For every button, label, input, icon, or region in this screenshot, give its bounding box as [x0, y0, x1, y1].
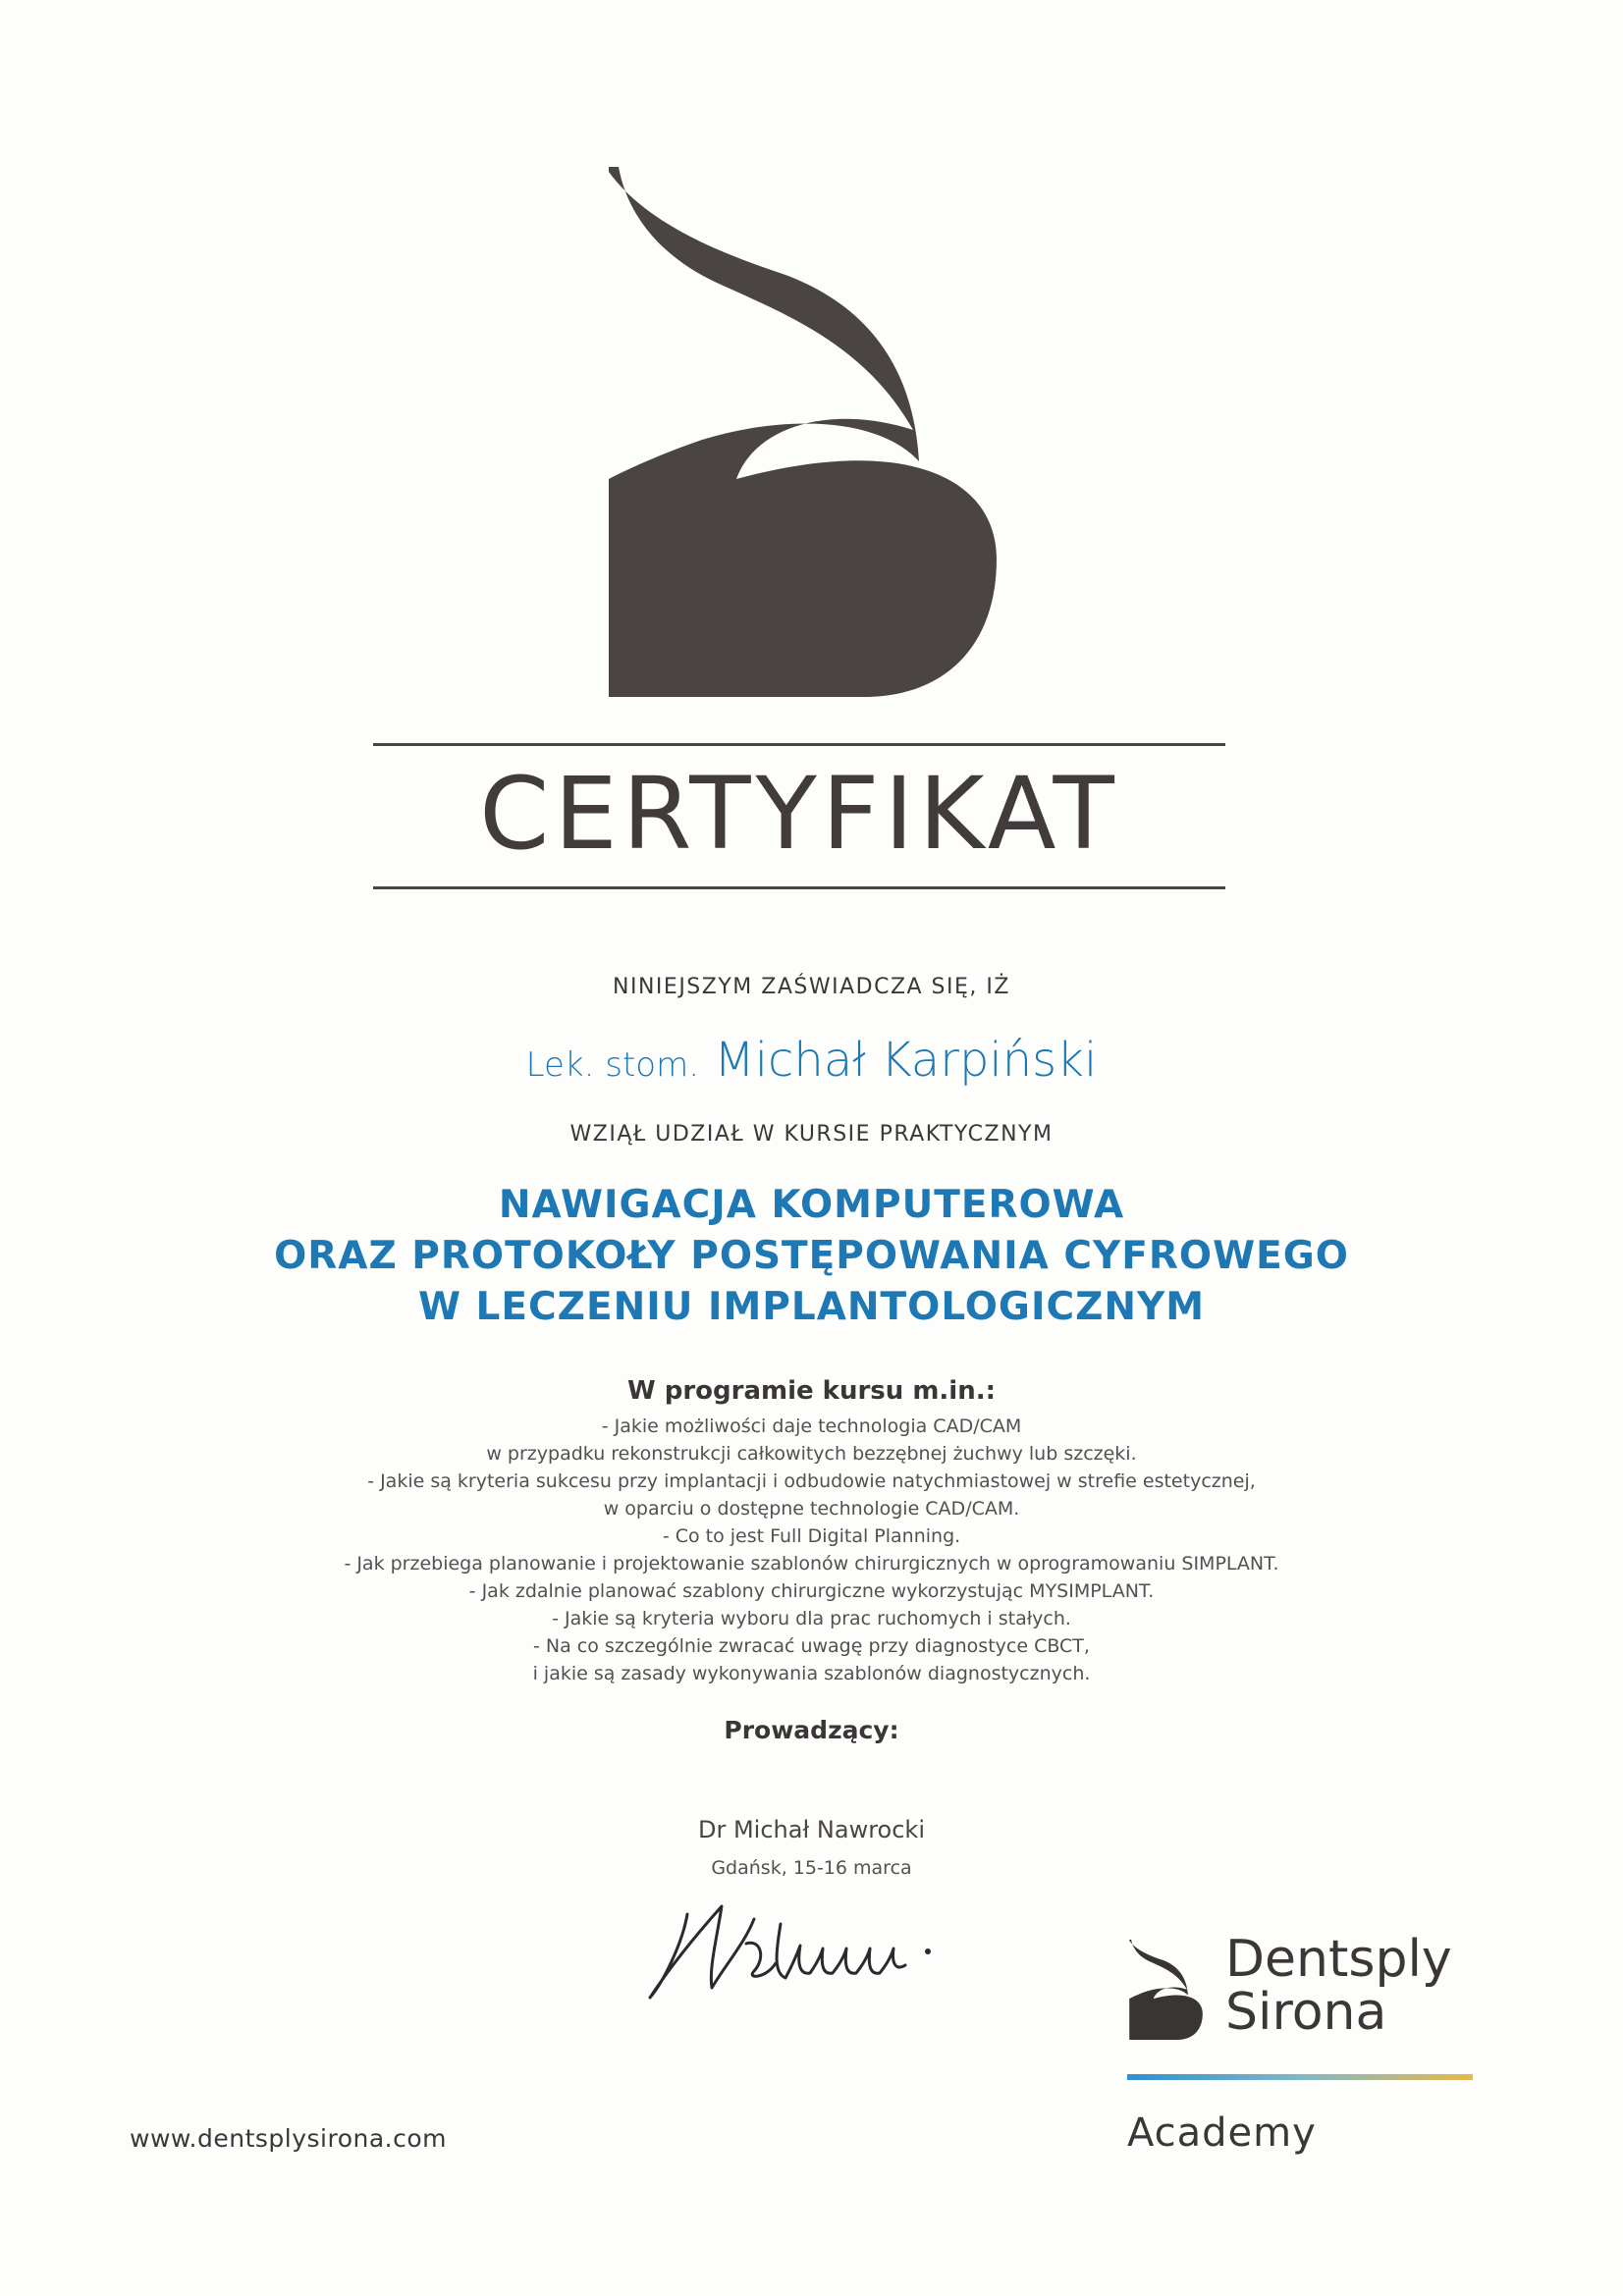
program-item: w przypadku rekonstrukcji całkowitych bezzębnej żuchwy lub szczęki. — [486, 1443, 1137, 1465]
title-rule-top — [373, 743, 1225, 746]
recipient-name: Michał Karpiński — [714, 1033, 1098, 1088]
place-date: Gdańsk, 15-16 marca — [711, 1857, 912, 1879]
program-item: i jakie są zasady wykonywania szablonów diagnostycznych. — [532, 1663, 1091, 1684]
participation-text: WZIĄŁ UDZIAŁ W KURSIE PRAKTYCZNYM — [569, 1122, 1054, 1147]
program-item: - Jak przebiega planowanie i projektowanie szablonów chirurgicznych w oprogramowaniu SIMPLANT. — [344, 1553, 1279, 1575]
course-title-line: NAWIGACJA KOMPUTEROWA — [498, 1183, 1125, 1227]
brand-name-line: Dentsply — [1225, 1930, 1452, 1989]
program-item: - Co to jest Full Digital Planning. — [662, 1525, 961, 1547]
course-title-line: W LECZENIU IMPLANTOLOGICZNYM — [417, 1285, 1206, 1329]
academy-label: Academy — [1127, 2110, 1317, 2156]
signature-icon — [628, 1885, 1060, 2012]
brand-name-line: Sirona — [1225, 1983, 1387, 2042]
intro-text: NINIEJSZYM ZAŚWIADCZA SIĘ, IŻ — [613, 975, 1010, 999]
course-title-line: ORAZ PROTOKOŁY POSTĘPOWANIA CYFROWEGO — [274, 1234, 1349, 1278]
recipient — [0, 1033, 1623, 1088]
program-item: - Jakie są kryteria wyboru dla prac ruchomych i stałych. — [552, 1608, 1071, 1629]
website-link[interactable]: www.dentsplysirona.com — [130, 2124, 448, 2153]
dentsply-s-logo-icon — [1127, 1940, 1206, 2040]
program-item: - Jakie są kryteria sukcesu przy implantacji i odbudowie natychmiastowej w strefie estetycznej, — [367, 1470, 1256, 1492]
program-heading: W programie kursu m.in.: — [626, 1376, 997, 1406]
title-rule-bottom — [373, 886, 1225, 889]
program-item: - Jakie możliwości daje technologia CAD/CAM — [601, 1415, 1022, 1437]
recipient-prefix: Lek. stom. — [525, 1045, 700, 1085]
brand-gradient-bar — [1127, 2074, 1473, 2080]
dentsply-s-logo-icon — [609, 167, 1001, 697]
certificate-title: CERTYFIKAT — [479, 756, 1119, 873]
program-item: - Jak zdalnie planować szablony chirurgiczne wykorzystując MYSIMPLANT. — [468, 1580, 1155, 1602]
program-item: w oparciu o dostępne technologie CAD/CAM. — [603, 1498, 1020, 1520]
program-item: - Na co szczególnie zwracać uwagę przy diagnostyce CBCT, — [533, 1635, 1090, 1657]
instructor-heading: Prowadzący: — [724, 1716, 899, 1744]
instructor-name: Dr Michał Nawrocki — [698, 1816, 925, 1843]
